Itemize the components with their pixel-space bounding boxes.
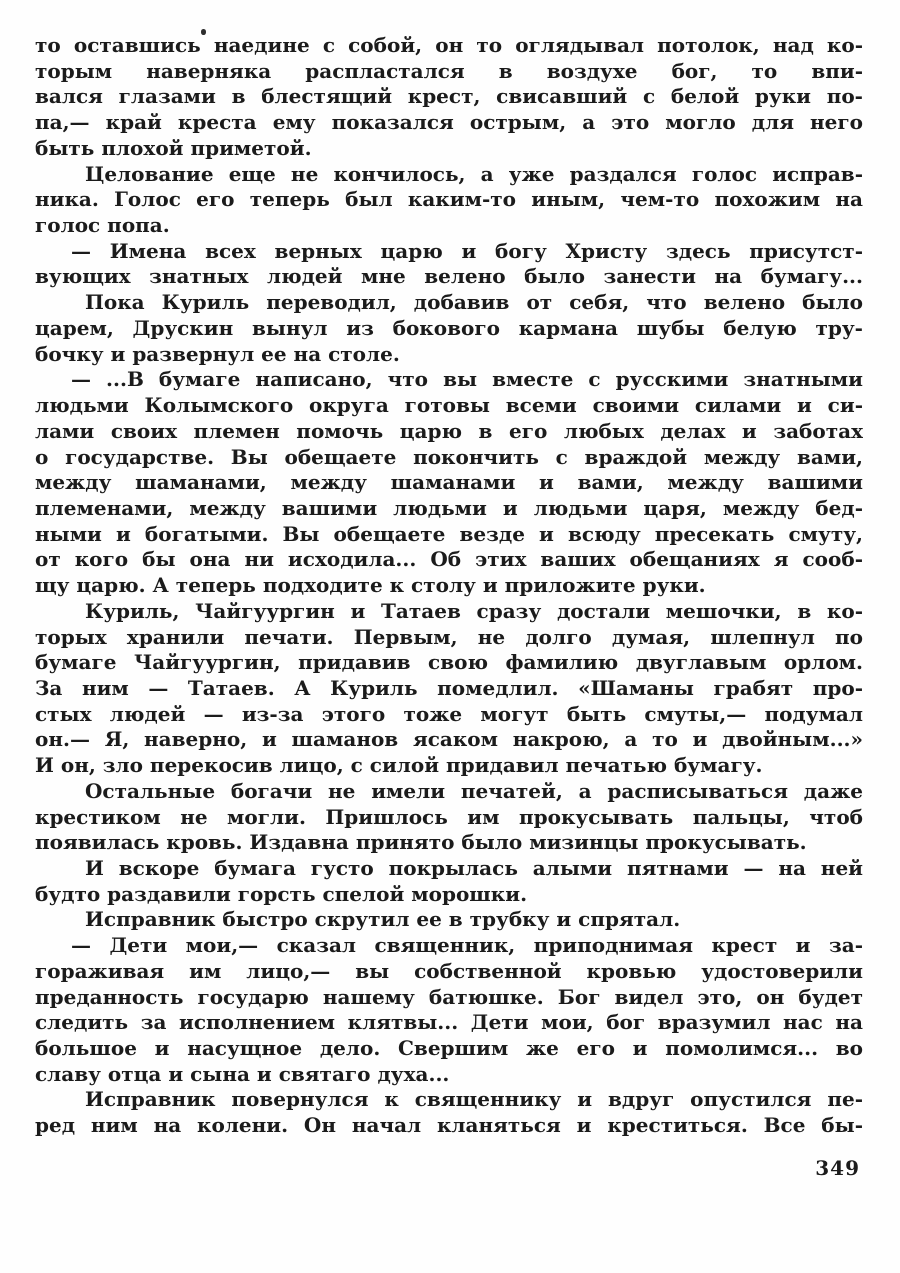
text-line: Целование еще не кончилось, а уже раздался голос исправ- <box>85 161 863 186</box>
text-line: голос попа. <box>35 213 170 238</box>
text-line: то оставшись наедине с собой, он то оглядывал потолок, над ко- <box>35 33 863 57</box>
text-line: большое и насущное дело. Свершим же его и помолимся... во <box>35 1036 863 1061</box>
text-line: будто раздавили горсть спелой морошки. <box>35 881 528 906</box>
text-line: Куриль, Чайгуургин и Татаев сразу достали мешочки, в ко- <box>85 598 863 623</box>
text-line: между шаманами, между шаманами и вами, между вашими <box>35 470 863 495</box>
text-line: лами своих племен помочь царю в его любых делах и заботах <box>35 418 863 443</box>
text-line: И вскоре бумага густо покрылась алыми пятнами — на ней <box>85 856 863 880</box>
text-line: о государстве. Вы обещаете покончить с враждой между вами, <box>35 444 863 469</box>
text-line: стых людей — из-за этого тоже могут быть смуты,— подумал <box>35 701 863 726</box>
text-line: ника. Голос его теперь был каким-то иным, чем-то похожим на <box>35 187 863 212</box>
text-line: ред ним на колени. Он начал кланяться и креститься. Все бы- <box>35 1113 863 1138</box>
text-line: торых хранили печати. Первым, не долго думая, шлепнул по <box>35 624 863 649</box>
text-line: Исправник быстро скрутил ее в трубку и спрятал. <box>85 907 681 932</box>
page-number: 349 <box>815 1156 860 1180</box>
text-line: бумаге Чайгуургин, придавив свою фамилию двуглавым орлом. <box>35 650 863 675</box>
text-line: Пока Куриль переводил, добавив от себя, что велено было <box>85 290 863 315</box>
text-line: быть плохой приметой. <box>35 135 312 160</box>
text-line: — ...В бумаге написано, что вы вместе с русскими знатными <box>71 367 863 392</box>
text-line: торым наверняка распластался в воздухе бог, то впи- <box>35 58 863 83</box>
text-line: — Дети мои,— сказал священник, приподнимая крест и за- <box>71 933 863 958</box>
text-line: появилась кровь. Издавна принято было мизинцы прокусывать. <box>35 830 807 855</box>
text-line: следить за исполнением клятвы... Дети мои, бог вразумил нас на <box>35 1010 863 1035</box>
text-line: Остальные богачи не имели печатей, а расписываться даже <box>85 778 863 803</box>
text-line: племенами, между вашими людьми и людьми царя, между бед- <box>35 495 863 520</box>
text-line: вался глазами в блестящий крест, свисавший с белой руки по- <box>35 84 863 109</box>
text-line: преданность государю нашему батюшке. Бог видел это, он будет <box>35 984 863 1009</box>
text-line: гораживая им лицо,— вы собственной кровью удостоверили <box>35 958 863 983</box>
text-line: крестиком не могли. Пришлось им прокусывать пальцы, чтоб <box>35 804 863 829</box>
text-line: щу царю. А теперь подходите к столу и приложите руки. <box>35 573 706 598</box>
text-line: от кого бы она ни исходила... Об этих ваших обещаниях я сооб- <box>35 547 863 572</box>
text-block <box>35 33 863 1139</box>
text-line: бочку и развернул ее на столе. <box>35 341 400 366</box>
text-line: Исправник повернулся к священнику и вдруг опустился пе- <box>85 1087 863 1112</box>
text-line: И он, зло перекосив лицо, с силой придавил печатью бумагу. <box>35 753 763 778</box>
text-line: па,— край креста ему показался острым, а это могло для него <box>35 110 863 135</box>
text-line: — Имена всех верных царю и богу Христу здесь присутст- <box>71 238 863 263</box>
text-line: славу отца и сына и святаго духа... <box>35 1061 450 1086</box>
text-line: За ним — Татаев. А Куриль помедлил. «Шаманы грабят про- <box>35 675 863 700</box>
text-line: он.— Я, наверно, и шаманов ясаком накрою, а то и двойным...» <box>35 727 863 752</box>
text-line: ными и богатыми. Вы обещаете везде и всюду пресекать смуту, <box>35 521 863 546</box>
text-line: вующих знатных людей мне велено было занести на бумагу... <box>35 264 863 289</box>
text-line: царем, Друскин вынул из бокового кармана шубы белую тру- <box>35 315 863 340</box>
text-line: людьми Колымского округа готовы всеми своими силами и си- <box>35 393 863 418</box>
